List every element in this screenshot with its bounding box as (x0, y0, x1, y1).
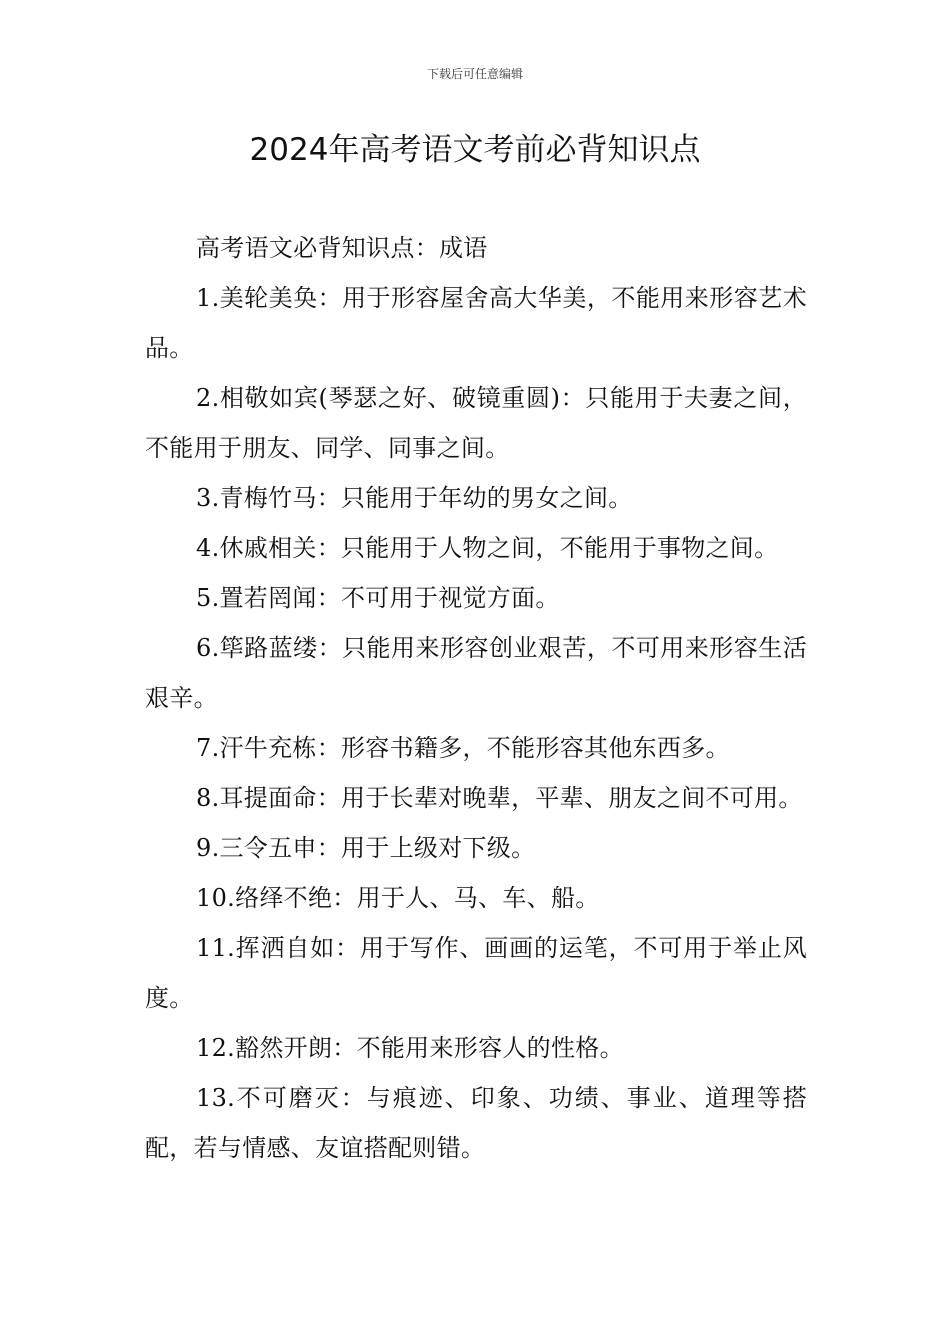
idiom-item-10: 10.络绎不绝：用于人、马、车、船。 (196, 884, 600, 912)
header-note: 下载后可任意编辑 (426, 67, 523, 81)
idiom-item-1: 1.美轮美奂：用于形容屋舍高大华美，不能用来形容艺术品。 (145, 284, 807, 362)
idiom-item-12: 12.豁然开朗：不能用来形容人的性格。 (196, 1034, 624, 1062)
document-title: 2024年高考语文考前必背知识点 (249, 132, 701, 168)
section-heading: 高考语文必背知识点：成语 (196, 234, 488, 262)
idiom-item-11: 11.挥洒自如：用于写作、画画的运笔，不可用于举止风度。 (145, 934, 807, 1012)
idiom-item-9: 9.三令五申：用于上级对下级。 (196, 834, 536, 862)
idiom-item-3: 3.青梅竹马：只能用于年幼的男女之间。 (196, 484, 633, 512)
idiom-item-2: 2.相敬如宾(琴瑟之好、破镜重圆)：只能用于夫妻之间，不能用于朋友、同学、同事之间。 (145, 384, 807, 462)
idiom-item-13: 13.不可磨灭：与痕迹、印象、功绩、事业、道理等搭配，若与情感、友谊搭配则错。 (145, 1084, 807, 1162)
idiom-item-4: 4.休戚相关：只能用于人物之间，不能用于事物之间。 (196, 534, 779, 562)
idiom-item-7: 7.汗牛充栋：形容书籍多，不能形容其他东西多。 (196, 734, 730, 762)
document-body (145, 223, 807, 1173)
idiom-item-5: 5.置若罔闻：不可用于视觉方面。 (196, 584, 560, 612)
idiom-item-8: 8.耳提面命：用于长辈对晚辈，平辈、朋友之间不可用。 (196, 784, 803, 812)
idiom-item-6: 6.筚路蓝缕：只能用来形容创业艰苦，不可用来形容生活艰辛。 (145, 634, 807, 712)
